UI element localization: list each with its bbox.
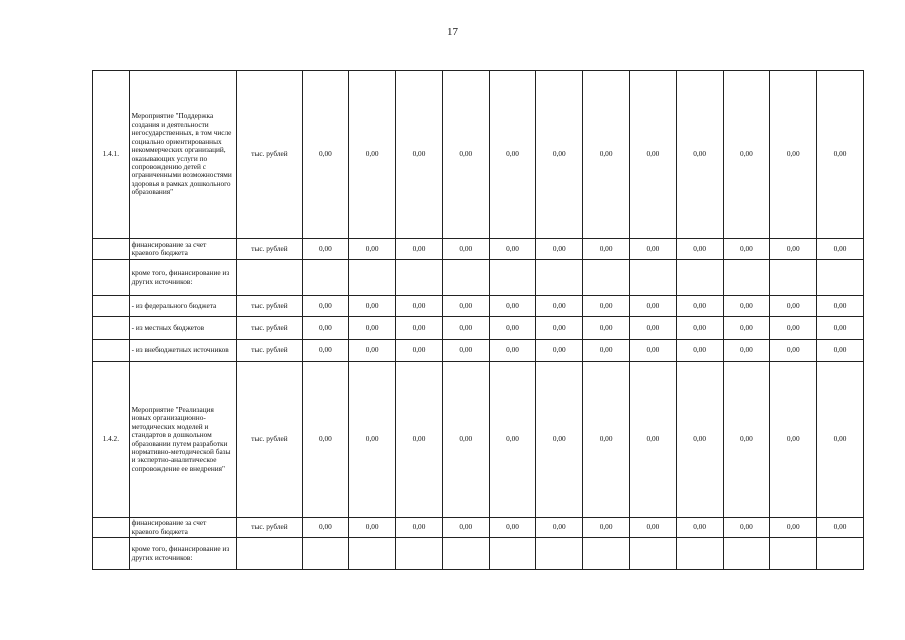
value-cell (770, 260, 817, 296)
value-cell (817, 260, 864, 296)
value-cell: 0,00 (489, 362, 536, 518)
value-cell: 0,00 (629, 239, 676, 260)
value-cell (349, 538, 396, 570)
value-cell: 0,00 (349, 362, 396, 518)
table-row (93, 296, 864, 317)
value-cell: 0,00 (723, 71, 770, 239)
value-cell: 0,00 (442, 317, 489, 340)
value-cell: 0,00 (770, 296, 817, 317)
value-cell: 0,00 (349, 518, 396, 538)
row-unit: тыс. рублей (237, 239, 302, 260)
value-cell: 0,00 (723, 296, 770, 317)
value-cell: 0,00 (583, 239, 630, 260)
value-cell: 0,00 (583, 317, 630, 340)
value-cell: 0,00 (396, 71, 443, 239)
row-code (93, 518, 130, 538)
value-cell: 0,00 (489, 296, 536, 317)
value-cell: 0,00 (770, 362, 817, 518)
value-cell: 0,00 (536, 362, 583, 518)
value-cell: 0,00 (723, 239, 770, 260)
value-cell: 0,00 (302, 317, 349, 340)
table-row (93, 317, 864, 340)
value-cell: 0,00 (489, 518, 536, 538)
value-cell (817, 538, 864, 570)
value-cell: 0,00 (349, 317, 396, 340)
row-name: - из федерального бюджета (129, 296, 237, 317)
value-cell: 0,00 (489, 340, 536, 362)
value-cell (583, 260, 630, 296)
value-cell (302, 538, 349, 570)
row-name: Мероприятие "Поддержка создания и деятельности негосударственных, в том числе социально ориентированных некоммерческих организаций, оказывающих услуги по сопровождению детей с ограниченными возможностями здоровья в рамках дошкольного образования" (129, 71, 237, 239)
value-cell (723, 538, 770, 570)
budget-table (92, 70, 864, 570)
value-cell: 0,00 (349, 239, 396, 260)
value-cell (583, 538, 630, 570)
value-cell: 0,00 (489, 71, 536, 239)
row-unit: тыс. рублей (237, 518, 302, 538)
value-cell (396, 260, 443, 296)
value-cell: 0,00 (536, 518, 583, 538)
value-cell: 0,00 (536, 296, 583, 317)
value-cell (396, 538, 443, 570)
row-name: - из внебюджетных источников (129, 340, 237, 362)
value-cell: 0,00 (817, 362, 864, 518)
row-unit: тыс. рублей (237, 71, 302, 239)
value-cell: 0,00 (629, 71, 676, 239)
value-cell: 0,00 (723, 340, 770, 362)
value-cell: 0,00 (817, 296, 864, 317)
table-row (93, 538, 864, 570)
value-cell: 0,00 (817, 71, 864, 239)
page-number: 17 (447, 26, 458, 38)
value-cell: 0,00 (302, 239, 349, 260)
value-cell: 0,00 (442, 340, 489, 362)
table-row (93, 71, 864, 239)
value-cell: 0,00 (302, 71, 349, 239)
value-cell (442, 538, 489, 570)
value-cell: 0,00 (676, 317, 723, 340)
row-name: финансирование за счет краевого бюджета (129, 239, 237, 260)
row-name: Мероприятие "Реализация новых организационно-методических моделей и стандартов в дошкольном образовании путем разработки нормативно-методической базы и экспертно-аналитическое сопровождение ее внедрения" (129, 362, 237, 518)
table-row (93, 260, 864, 296)
row-code: 1.4.2. (93, 362, 130, 518)
value-cell: 0,00 (489, 239, 536, 260)
row-name: кроме того, финансирование из других источников: (129, 260, 237, 296)
value-cell (349, 260, 396, 296)
row-code: 1.4.1. (93, 71, 130, 239)
value-cell: 0,00 (676, 239, 723, 260)
value-cell: 0,00 (817, 340, 864, 362)
value-cell: 0,00 (396, 362, 443, 518)
value-cell: 0,00 (629, 362, 676, 518)
row-code (93, 340, 130, 362)
row-code (93, 317, 130, 340)
value-cell: 0,00 (770, 239, 817, 260)
value-cell (536, 538, 583, 570)
value-cell: 0,00 (396, 340, 443, 362)
row-code (93, 538, 130, 570)
value-cell: 0,00 (817, 518, 864, 538)
value-cell: 0,00 (536, 317, 583, 340)
value-cell: 0,00 (817, 239, 864, 260)
value-cell: 0,00 (817, 317, 864, 340)
value-cell (676, 260, 723, 296)
table-row (93, 239, 864, 260)
value-cell: 0,00 (676, 296, 723, 317)
value-cell: 0,00 (723, 362, 770, 518)
value-cell (770, 538, 817, 570)
value-cell (442, 260, 489, 296)
value-cell: 0,00 (442, 362, 489, 518)
row-code (93, 296, 130, 317)
value-cell (723, 260, 770, 296)
value-cell (489, 538, 536, 570)
row-code (93, 239, 130, 260)
value-cell: 0,00 (723, 317, 770, 340)
row-unit: тыс. рублей (237, 317, 302, 340)
value-cell: 0,00 (629, 296, 676, 317)
row-code (93, 260, 130, 296)
value-cell: 0,00 (442, 71, 489, 239)
value-cell: 0,00 (349, 296, 396, 317)
value-cell: 0,00 (770, 340, 817, 362)
value-cell: 0,00 (629, 518, 676, 538)
value-cell (629, 260, 676, 296)
value-cell: 0,00 (536, 239, 583, 260)
row-unit (237, 260, 302, 296)
value-cell: 0,00 (489, 317, 536, 340)
row-unit: тыс. рублей (237, 296, 302, 317)
value-cell: 0,00 (442, 518, 489, 538)
value-cell: 0,00 (676, 340, 723, 362)
value-cell: 0,00 (770, 71, 817, 239)
value-cell: 0,00 (442, 239, 489, 260)
value-cell (302, 260, 349, 296)
value-cell: 0,00 (723, 518, 770, 538)
row-name: - из местных бюджетов (129, 317, 237, 340)
value-cell: 0,00 (302, 362, 349, 518)
value-cell: 0,00 (583, 518, 630, 538)
value-cell: 0,00 (349, 71, 396, 239)
value-cell: 0,00 (302, 296, 349, 317)
value-cell: 0,00 (770, 518, 817, 538)
value-cell: 0,00 (396, 317, 443, 340)
value-cell: 0,00 (629, 317, 676, 340)
value-cell: 0,00 (676, 518, 723, 538)
value-cell: 0,00 (396, 239, 443, 260)
value-cell: 0,00 (676, 71, 723, 239)
value-cell: 0,00 (442, 296, 489, 317)
row-unit: тыс. рублей (237, 340, 302, 362)
value-cell: 0,00 (583, 71, 630, 239)
value-cell: 0,00 (536, 340, 583, 362)
value-cell: 0,00 (536, 71, 583, 239)
table-row (93, 362, 864, 518)
value-cell (676, 538, 723, 570)
value-cell: 0,00 (629, 340, 676, 362)
value-cell: 0,00 (302, 340, 349, 362)
value-cell: 0,00 (583, 296, 630, 317)
row-unit (237, 538, 302, 570)
value-cell: 0,00 (396, 296, 443, 317)
row-name: кроме того, финансирование из других источников: (129, 538, 237, 570)
table-row (93, 518, 864, 538)
value-cell: 0,00 (583, 362, 630, 518)
value-cell: 0,00 (583, 340, 630, 362)
table-row (93, 340, 864, 362)
row-name: финансирование за счет краевого бюджета (129, 518, 237, 538)
value-cell: 0,00 (302, 518, 349, 538)
value-cell: 0,00 (676, 362, 723, 518)
value-cell: 0,00 (396, 518, 443, 538)
row-unit: тыс. рублей (237, 362, 302, 518)
value-cell: 0,00 (349, 340, 396, 362)
value-cell (536, 260, 583, 296)
value-cell (629, 538, 676, 570)
value-cell (489, 260, 536, 296)
value-cell: 0,00 (770, 317, 817, 340)
